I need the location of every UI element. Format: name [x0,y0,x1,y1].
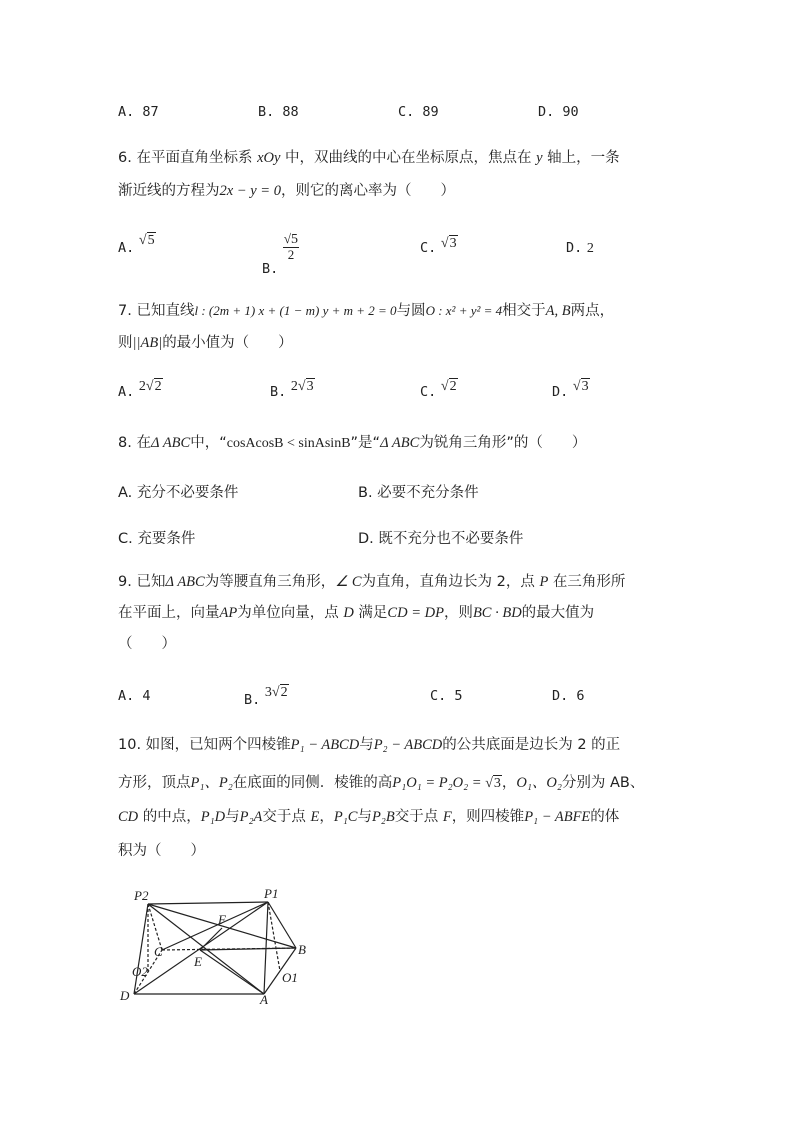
label-B: B [298,942,306,957]
segment-EA [200,950,264,994]
q9-stem-line2: 在平面上，向量AP为单位向量，点 D 满足CD = DP，则BC · BD的最大值为 [118,605,595,621]
q10-stem-line3: CD 的中点，P₁D与P₂A交于点 E，P₁C与P₂B交于点 F，则四棱锥P₁ − ABFE的体 [118,809,620,825]
q6-option-b: B. $\frac{√5}{2}$ [262,231,299,277]
edge-P1C [162,902,268,950]
label-E: E [194,954,202,969]
q6-stem-line2: 渐近线的方程为2x − y = 0，则它的离心率为（ ） [118,183,455,199]
q6-option-d: D. 2 [566,240,594,256]
q7-option-a: A. 2√2 [118,379,162,400]
q7-option-c: C. √2 [420,379,457,400]
q9-option-d: D. 6 [552,688,585,704]
q5-option-d: D. 90 [538,104,579,120]
edge-P2P1 [148,902,268,904]
q6-option-a: A. √5 [118,233,155,256]
q8-option-a: A. 充分不必要条件 [118,485,239,501]
q9-stem-line1: 9. 已知Δ ABC为等腰直角三角形，∠ C为直角，直角边长为 2，点 P 在三角形所 [118,574,626,590]
q9-option-a: A. 4 [118,688,151,704]
q5-option-b: B. 88 [258,104,299,120]
q10-pyramid-figure [118,884,318,1006]
q6-stem-line1: 6. 在平面直角坐标系 xOy 中，双曲线的中心在坐标原点，焦点在 y 轴上，一条 [118,150,620,166]
q7-stem-line2: 则||AB|的最小值为（ ） [118,335,293,351]
q5-option-c: C. 89 [398,104,439,120]
label-D: D [120,988,130,1003]
q8-option-c: C. 充要条件 [118,531,196,547]
label-O1: O1 [282,970,298,985]
q9-option-c: C. 5 [430,688,463,704]
q7-option-b: B. 2√3 [270,379,314,400]
q8-stem: 8. 在Δ ABC中，“cosAcosB < sinAsinB”是“Δ ABC为锐角三角形”的（ ） [118,435,587,451]
label-P1: P1 [264,886,279,901]
label-C: C [154,944,163,959]
q9-stem-line3: （ ） [118,636,176,652]
q8-option-d: D. 既不充分也不必要条件 [358,531,524,547]
label-P2: P2 [134,888,149,903]
q9-option-b: B. 3√2 [244,685,288,708]
label-F: F [218,912,226,927]
q5-option-a: A. 87 [118,104,159,120]
q10-stem-line1: 10. 如图，已知两个四棱锥P₁ − ABCD与P₂ − ABCD的公共底面是边长为 2 的正 [118,737,621,753]
label-O2: O2 [132,964,148,979]
q6-option-c: C. √3 [420,236,457,256]
q10-stem-line4: 积为（ ） [118,843,205,859]
q10-stem-line2: 方形，顶点P₁、P₂在底面的同侧．棱锥的高P₁O₁ = P₂O₂ = √3，O₁、O₂分别为 AB、 [118,775,645,791]
q7-option-d: D. √3 [552,379,589,400]
label-A: A [260,992,268,1006]
edge-P2D [134,904,148,994]
q8-option-b: B. 必要不充分条件 [358,485,479,501]
q7-stem-line1: 7. 已知直线l : (2m + 1) x + (1 − m) y + m + 2 = 0与圆O : x² + y² = 4相交于A, B两点， [118,303,615,319]
